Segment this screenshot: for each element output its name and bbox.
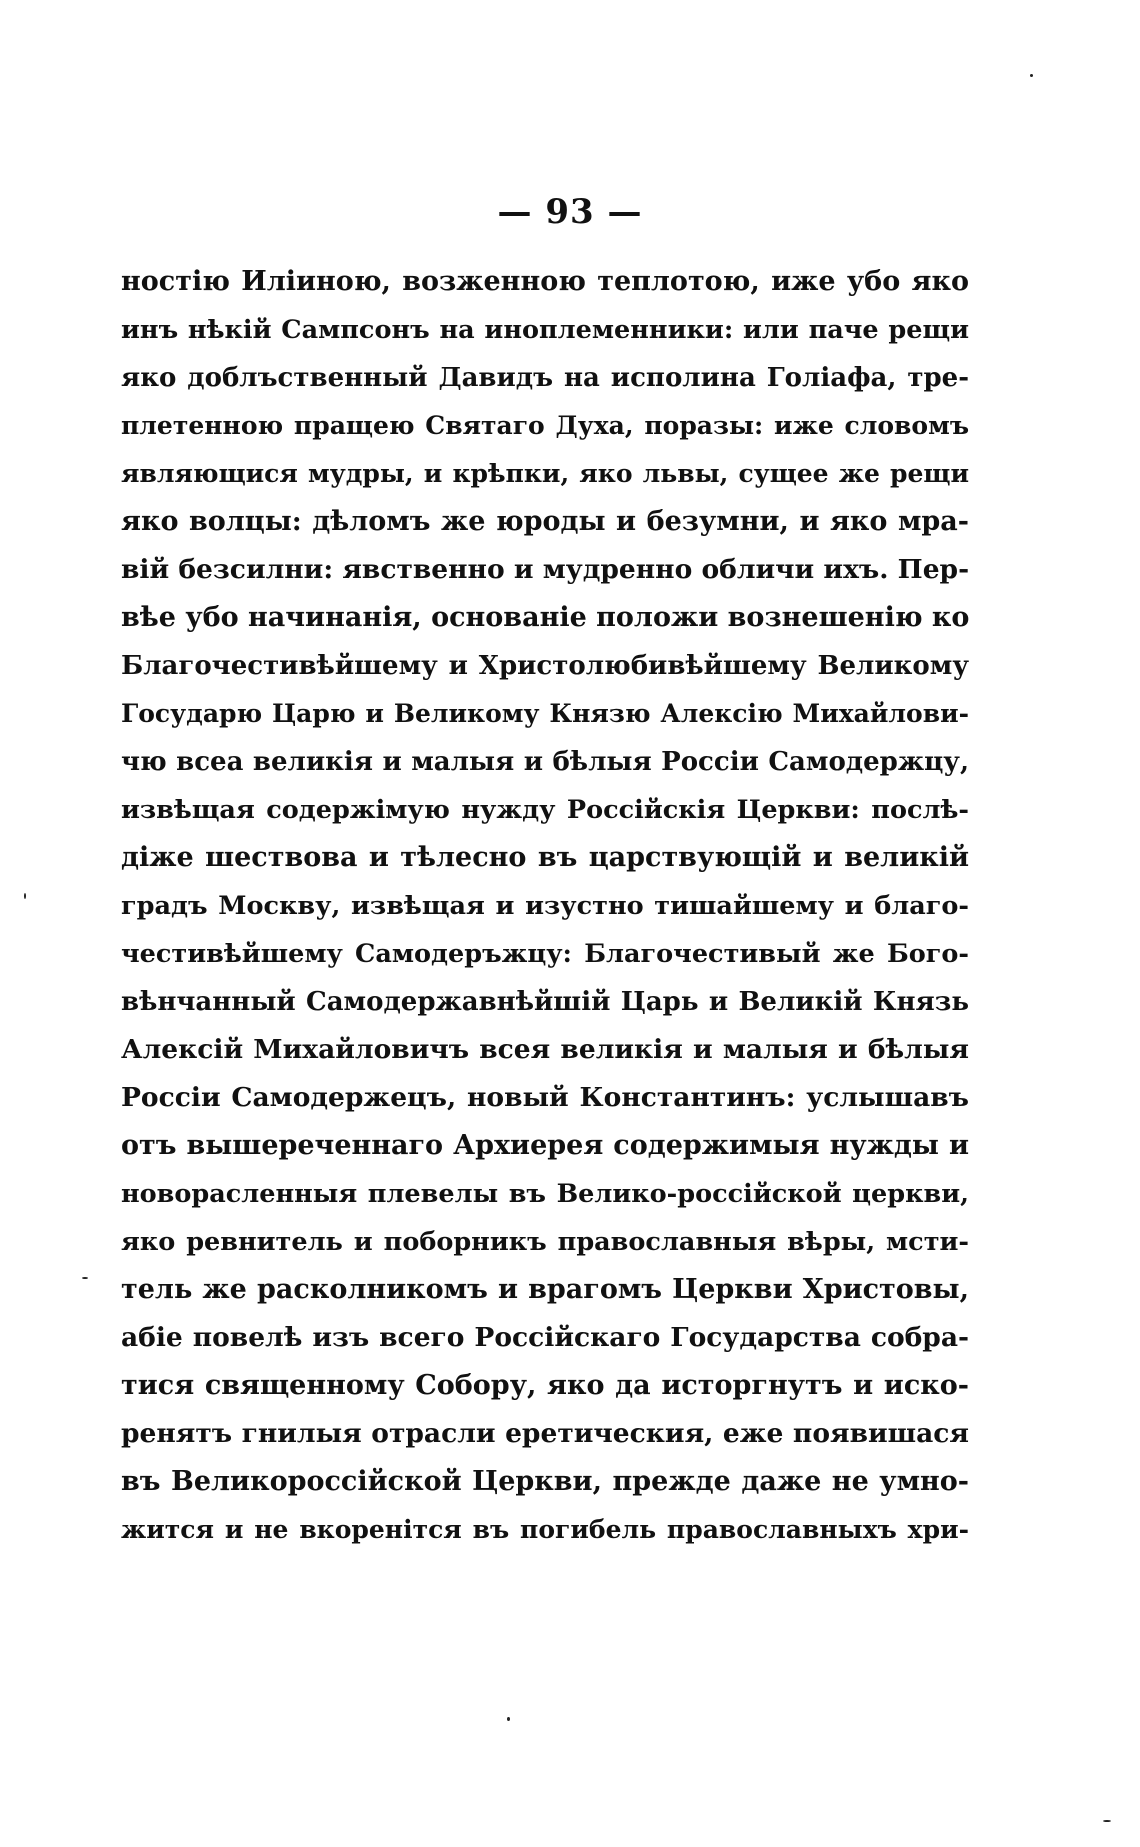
text-line: ностію Иліиною, возженною теплотою, иже убо яко — [121, 266, 969, 297]
text-line: Государю Царю и Великому Князю Алексію Михайлови- — [121, 699, 969, 728]
text-line: Благочестивѣйшему и Христолюбивѣйшему Великому — [121, 651, 969, 681]
text-line: въ Великороссійской Церкви, прежде даже не умно- — [121, 1466, 969, 1497]
text-line: тися священному Собору, яко да исторгнутъ и иско- — [121, 1370, 969, 1401]
text-line: вій безсилни: явственно и мудренно обличи ихъ. Пер- — [121, 554, 969, 585]
body-text — [121, 258, 969, 1554]
scan-speck — [1103, 1820, 1111, 1822]
text-line: яко волцы: дѣломъ же юроды и безумни, и яко мра- — [121, 506, 969, 537]
text-line: чю всеа великія и малыя и бѣлыя Россіи Самодержцу, — [121, 747, 969, 777]
text-line: Алексій Михайловичъ всея великія и малыя и бѣлыя — [121, 1034, 969, 1065]
text-line: тель же расколникомъ и врагомъ Церкви Христовы, — [121, 1274, 969, 1305]
text-line: честивѣйшему Самодеръжцу: Благочестивый же Бого- — [121, 939, 969, 969]
text-line: вѣнчанный Самодержавнѣйшій Царь и Великій Князь — [121, 987, 969, 1017]
text-line: вѣе убо начинанія, основаніе положи вознешенію ко — [121, 602, 969, 633]
text-line: отъ вышереченнаго Архиерея содержимыя нужды и — [121, 1130, 969, 1161]
scan-speck — [1030, 74, 1033, 77]
text-line: яко ревнитель и поборникъ православныя вѣры, мсти- — [121, 1227, 969, 1257]
text-line: діже шествова и тѣлесно въ царствующій и великій — [121, 842, 969, 873]
page-number: — 93 — — [497, 192, 643, 232]
text-line: ренятъ гнилыя отрасли еретическия, еже появишася — [121, 1418, 969, 1449]
text-line: жится и не вкоренітся въ погибель православныхъ хри- — [121, 1515, 969, 1544]
text-line: инъ нѣкій Сампсонъ на иноплеменники: или паче рещи — [121, 315, 969, 345]
text-line: абіе повелѣ изъ всего Россійскаго Государства собра- — [121, 1322, 969, 1353]
text-line: плетенною пращею Святаго Духа, поразы: иже словомъ — [121, 411, 969, 440]
scan-speck — [507, 1717, 510, 1721]
text-line: градъ Москву, извѣщая и изустно тишайшему и благо- — [121, 891, 969, 921]
text-line: извѣщая содержімую нужду Россійскія Церкви: послѣ- — [121, 795, 969, 825]
text-line: яко доблъственный Давидъ на исполина Голіафа, тре- — [121, 363, 969, 393]
text-line: Россіи Самодержецъ, новый Константинъ: услышавъ — [121, 1082, 969, 1113]
text-line: новорасленныя плевелы въ Велико-россійской церкви, — [121, 1179, 969, 1209]
scan-speck — [24, 893, 26, 899]
text-line: являющися мудры, и крѣпки, яко львы, сущее же рещи — [121, 459, 969, 488]
scan-speck — [82, 1277, 88, 1279]
